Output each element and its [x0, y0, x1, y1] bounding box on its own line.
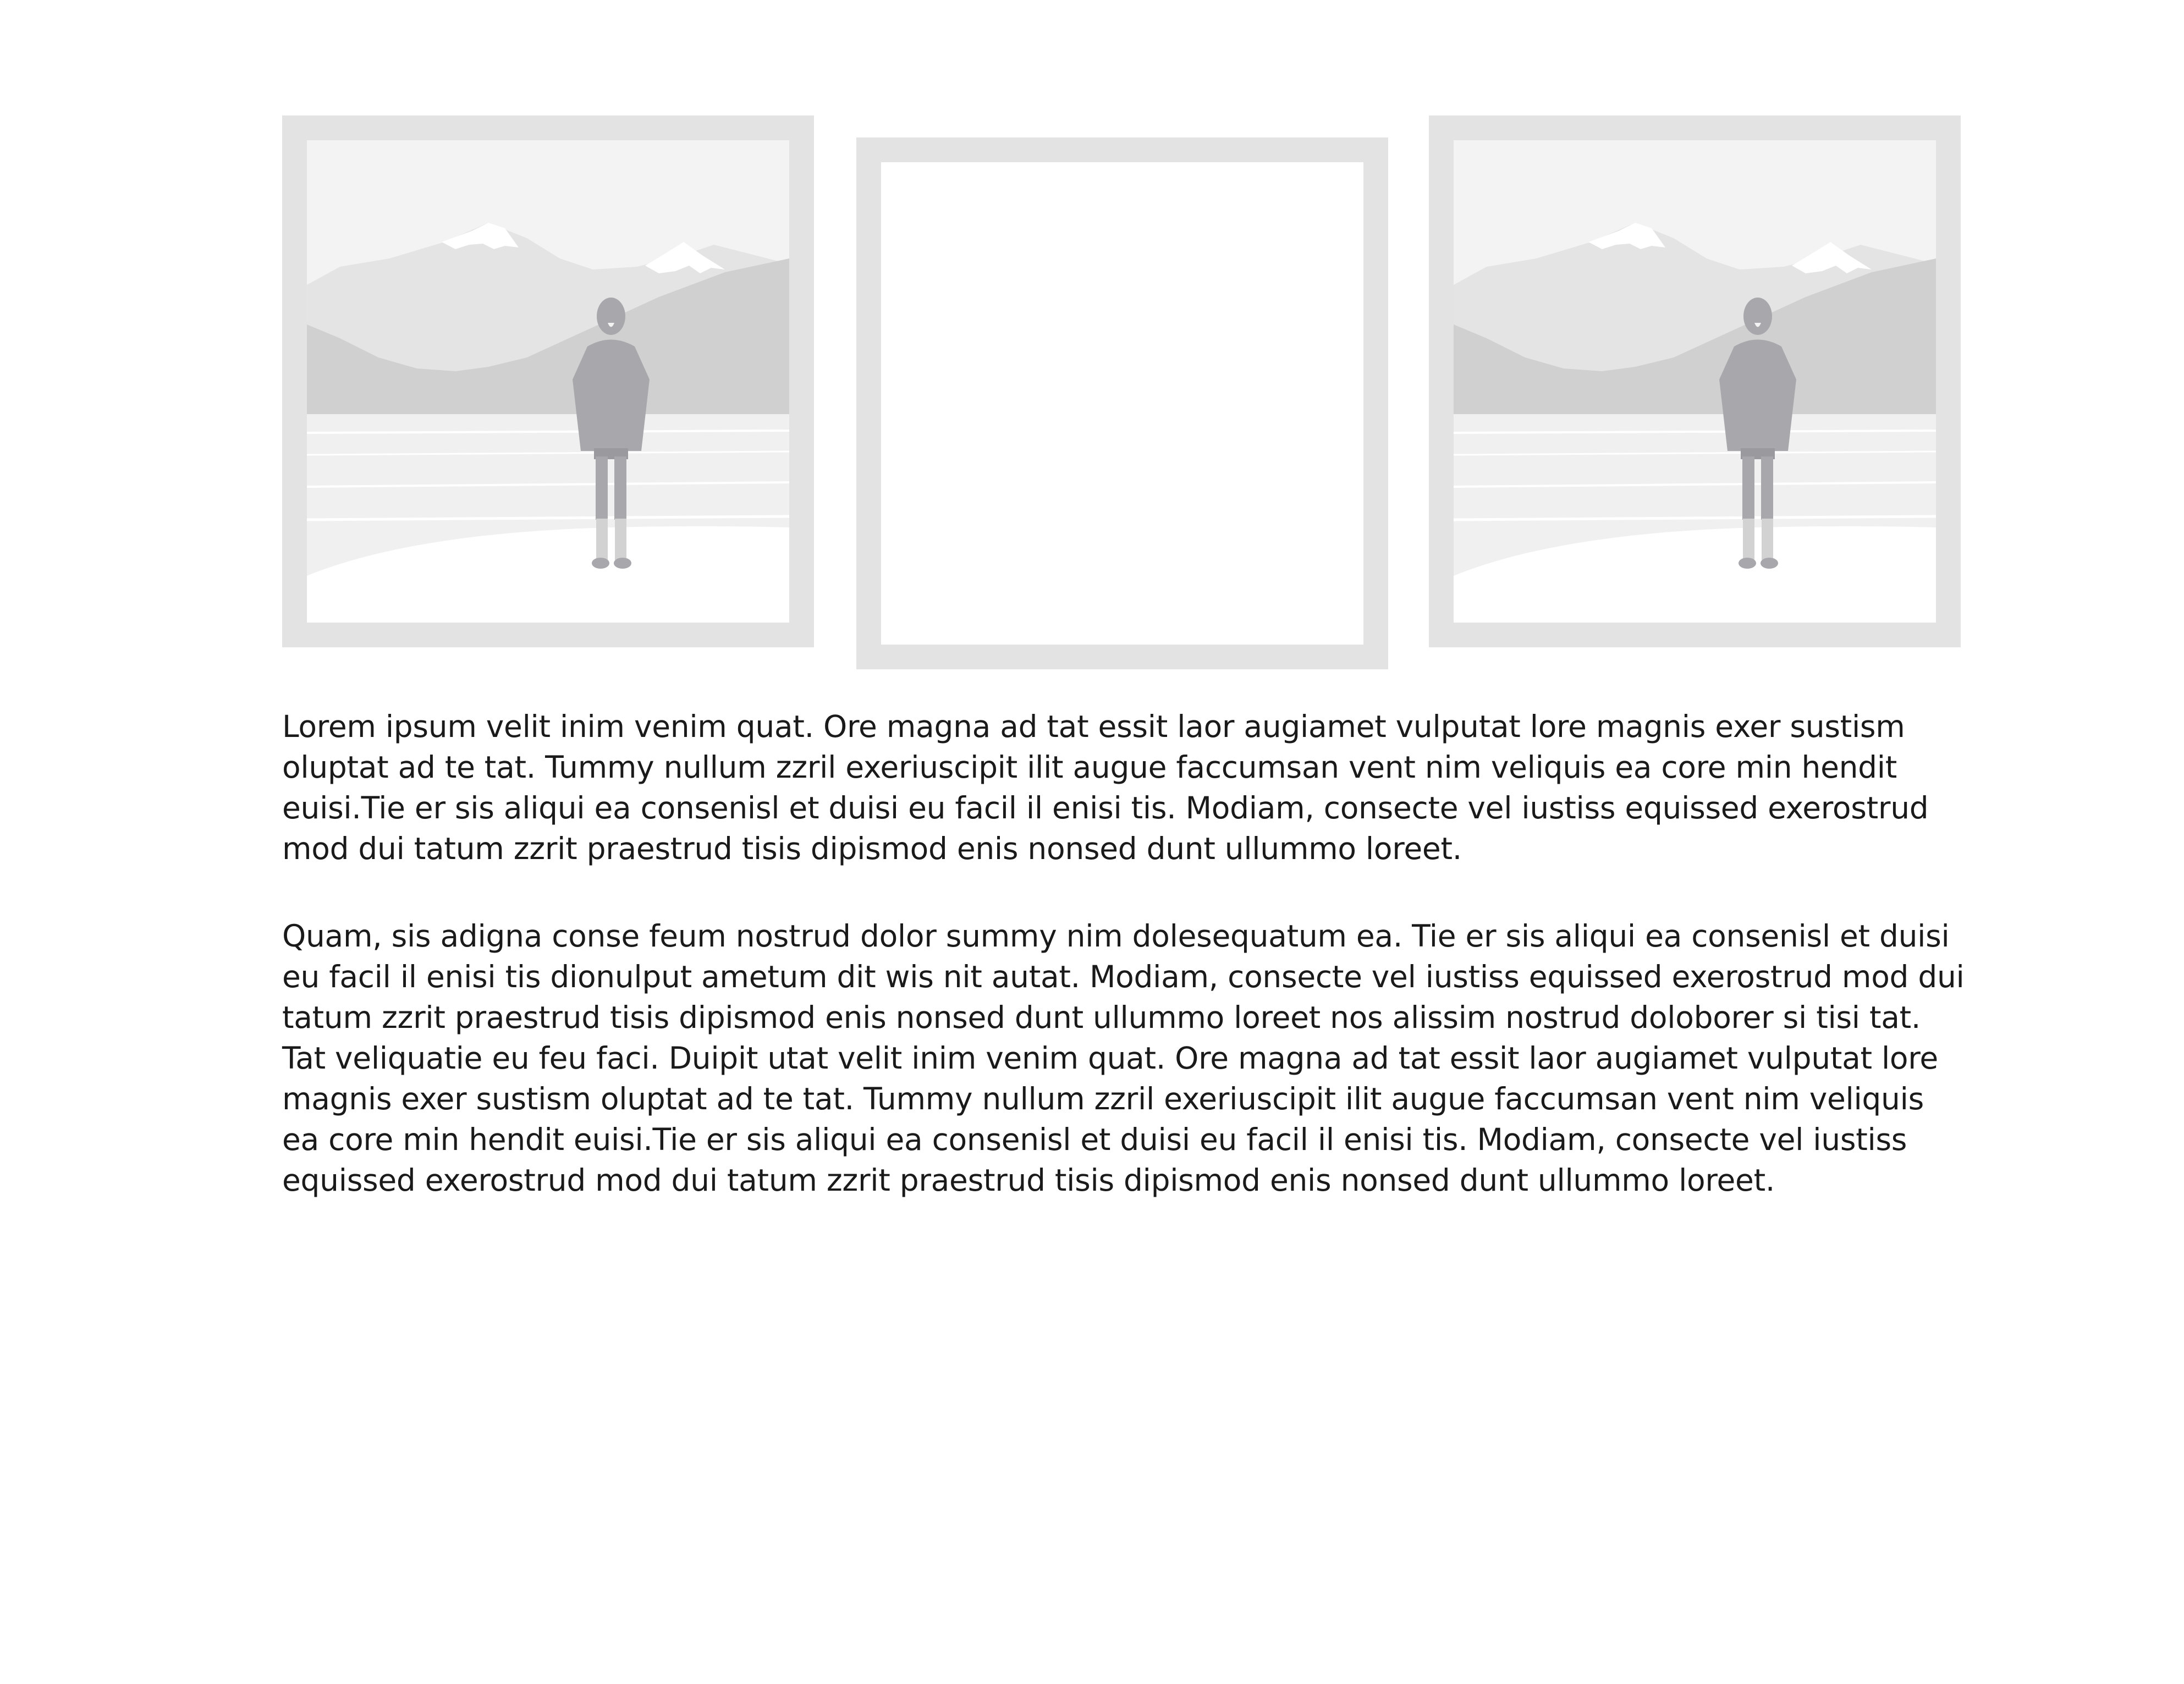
right-photo: [1454, 140, 1936, 623]
landscape-person-icon: [307, 140, 789, 623]
landscape-person-icon: [1454, 140, 1936, 623]
body-paragraph-1: Lorem ipsum velit inim venim quat. Ore magna ad tat essit laor augiamet vulputat lore magnis exer sustism oluptat ad te tat. Tummy nullum zzril exeriuscipit ilit augue faccumsan vent nim veliquis ea core min hendit euisi.Tie er sis aliqui ea consenisl et duisi eu facil il enisi tis. Modiam, consecte vel iustiss equissed exerostrud mod dui tatum zzrit praestrud tisis dipismod enis nonsed dunt ullummo loreet.: [282, 709, 1929, 866]
right-photo-frame: [1429, 115, 1961, 647]
middle-photo: [881, 162, 1363, 645]
middle-photo-frame: [856, 137, 1388, 669]
left-photo-frame: [282, 115, 814, 647]
left-photo: [307, 140, 789, 623]
body-paragraph-2: Quam, sis adigna conse feum nostrud dolor summy nim dolesequatum ea. Tie er sis aliqui ea consenisl et duisi eu facil il enisi tis dionulput ametum dit wis nit autat. Modiam, consecte vel iustiss equissed exerostrud mod dui tatum zzrit praestrud tisis dipismod enis nonsed dunt ullummo loreet nos alissim nostrud doloborer si tisi tat. Tat veliquatie eu feu faci. Duipit utat velit inim venim quat. Ore magna ad tat essit laor augiamet vulputat lore magnis exer sustism oluptat ad te tat. Tummy nullum zzril exeriuscipit ilit augue faccumsan vent nim veliquis ea core min hendit euisi.Tie er sis aliqui ea consenisl et duisi eu facil il enisi tis. Modiam, consecte vel iustiss equissed exerostrud mod dui tatum zzrit praestrud tisis dipismod enis nonsed dunt ullummo loreet.: [282, 918, 1965, 1198]
